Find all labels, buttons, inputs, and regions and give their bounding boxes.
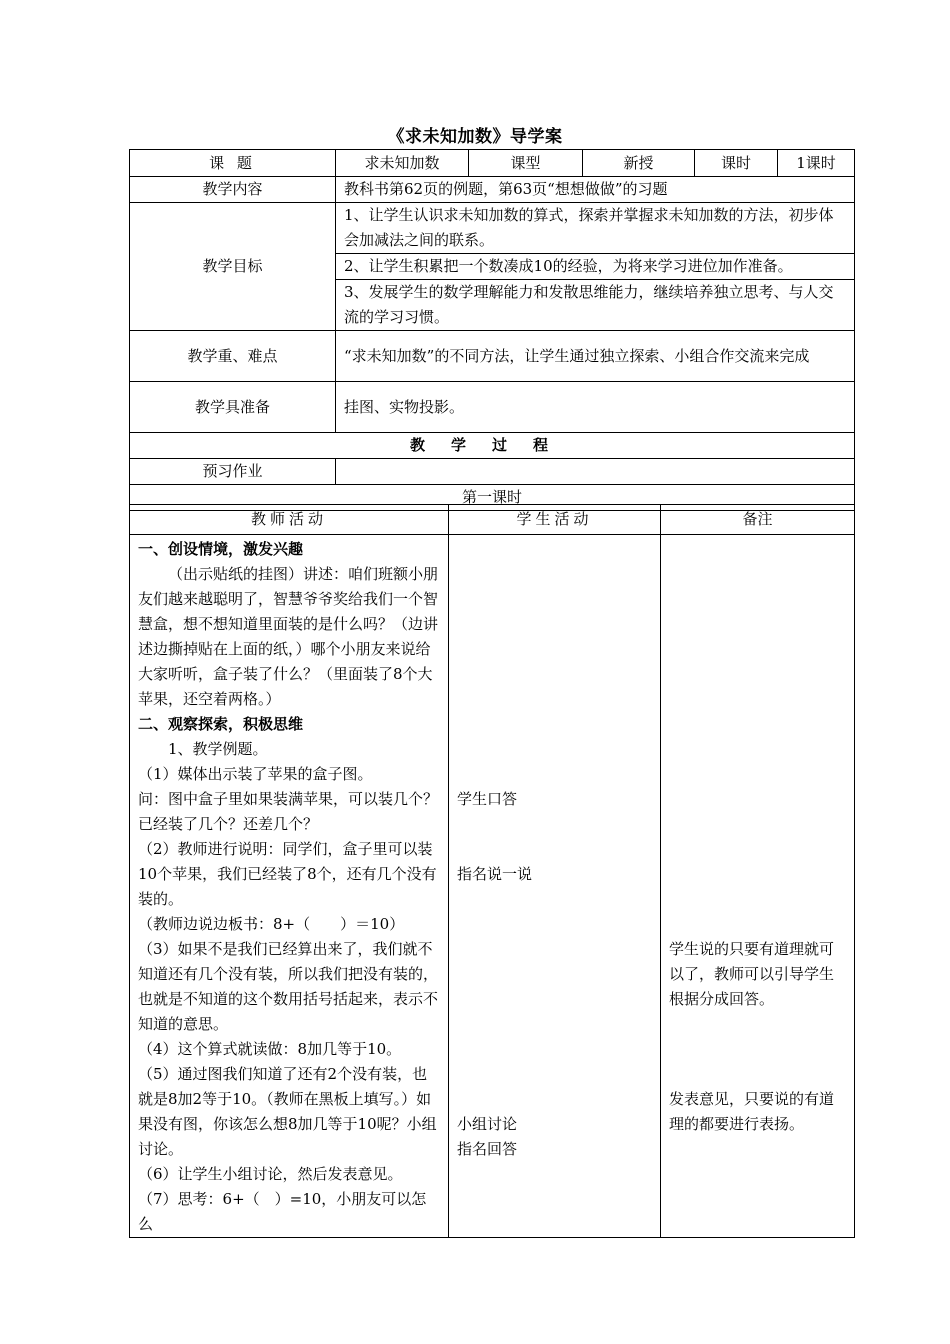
- goal-item-2: 2、让学生积累把一个数凑成10的经验，为将来学习进位加作准备。: [336, 254, 855, 280]
- lesson-period-label: 第一课时: [130, 485, 855, 511]
- lesson-type-value: 新授: [583, 150, 695, 177]
- note-cell: [661, 535, 855, 1238]
- teacher-activity-cell: [130, 535, 449, 1238]
- student-line-1: 学生口答: [457, 790, 518, 808]
- student-line-3: 小组讨论: [457, 1115, 518, 1133]
- lesson-info-table: [129, 149, 855, 511]
- key-points-label: 教学重、难点: [130, 331, 336, 382]
- note-line-2: 发表意见，只要说的有道理的都要进行表扬。: [669, 1090, 835, 1133]
- content-value: 教科书第62页的例题，第63页“想想做做”的习题: [336, 177, 855, 203]
- content-label: 教学内容: [130, 177, 336, 203]
- student-activity-header: 学生活动: [449, 505, 661, 535]
- lesson-type-label: 课型: [469, 150, 583, 177]
- process-heading: 教学过程: [130, 433, 855, 459]
- teaching-line-10: （7）思考：6+（ ）=10，小朋友可以怎么: [138, 1190, 427, 1233]
- teaching-line-8: （5）通过图我们知道了还有2个没有装，也就是8加2等于10。（教师在黑板上填写。）如果没有图，你该怎么想8加几等于10呢？小组讨论。: [138, 1065, 437, 1158]
- student-activity-cell: [449, 535, 661, 1238]
- preview-value: [336, 459, 855, 485]
- note-line-1: 学生说的只要有道理就可以了，教师可以引导学生根据分成回答。: [669, 940, 835, 1008]
- teacher-activity-header: 教师活动: [130, 505, 449, 535]
- teaching-line-7: （4）这个算式就读做：8加几等于10。: [138, 1040, 402, 1058]
- key-points-value: “求未知加数”的不同方法，让学生通过独立探索、小组合作交流来完成: [336, 331, 855, 382]
- teaching-line-9: （6）让学生小组讨论，然后发表意见。: [138, 1165, 403, 1183]
- subject-value: 求未知加数: [336, 150, 469, 177]
- hours-label: 课时: [695, 150, 778, 177]
- goal-item-1: 1、让学生认识求未知加数的算式，探索并掌握求未知加数的方法，初步体会加减法之间的联系。: [336, 203, 855, 254]
- student-line-4: 指名回答: [457, 1140, 518, 1158]
- hours-value: 1课时: [778, 150, 855, 177]
- teaching-line-2: （1）媒体出示装了苹果的盒子图。: [138, 765, 373, 783]
- document-title: 《求未知加数》导学案: [387, 127, 563, 147]
- goals-label: 教学目标: [130, 203, 336, 331]
- subject-label: 课 题: [130, 150, 336, 177]
- tools-value: 挂图、实物投影。: [336, 382, 855, 433]
- preview-label: 预习作业: [130, 459, 336, 485]
- teaching-line-3: 问：图中盒子里如果装满苹果，可以装几个？已经装了几个？还差几个？: [138, 790, 439, 833]
- section-heading-2: 二、观察探索，积极思维: [138, 715, 304, 733]
- teaching-line-4: （2）教师进行说明：同学们，盒子里可以装10个苹果，我们已经装了8个，还有几个没有装的。: [138, 840, 437, 908]
- intro-paragraph: （出示贴纸的挂图）讲述：咱们班额小朋友们越来越聪明了，智慧爷爷奖给我们一个智慧盒，想不想知道里面装的是什么吗？（边讲述边撕掉贴在上面的纸，）哪个小朋友来说给大家听听，盒子装了什么？（里面装了8个大苹果，还空着两格。）: [138, 565, 439, 708]
- section-heading-1: 一、创设情境，激发兴趣: [138, 540, 304, 558]
- activity-table: [129, 504, 855, 1238]
- teaching-line-5: （教师边说边板书：8+（ ）＝10）: [138, 915, 405, 933]
- goal-item-3: 3、发展学生的数学理解能力和发散思维能力，继续培养独立思考、与人交流的学习习惯。: [336, 280, 855, 331]
- teaching-line-1: 1、教学例题。: [168, 740, 268, 758]
- note-header: 备注: [661, 505, 855, 535]
- student-line-2: 指名说一说: [457, 865, 533, 883]
- teaching-line-6: （3）如果不是我们已经算出来了，我们就不知道还有几个没有装，所以我们把没有装的，也就是不知道的这个数用括号括起来，表示不知道的意思。: [138, 940, 439, 1033]
- tools-label: 教学具准备: [130, 382, 336, 433]
